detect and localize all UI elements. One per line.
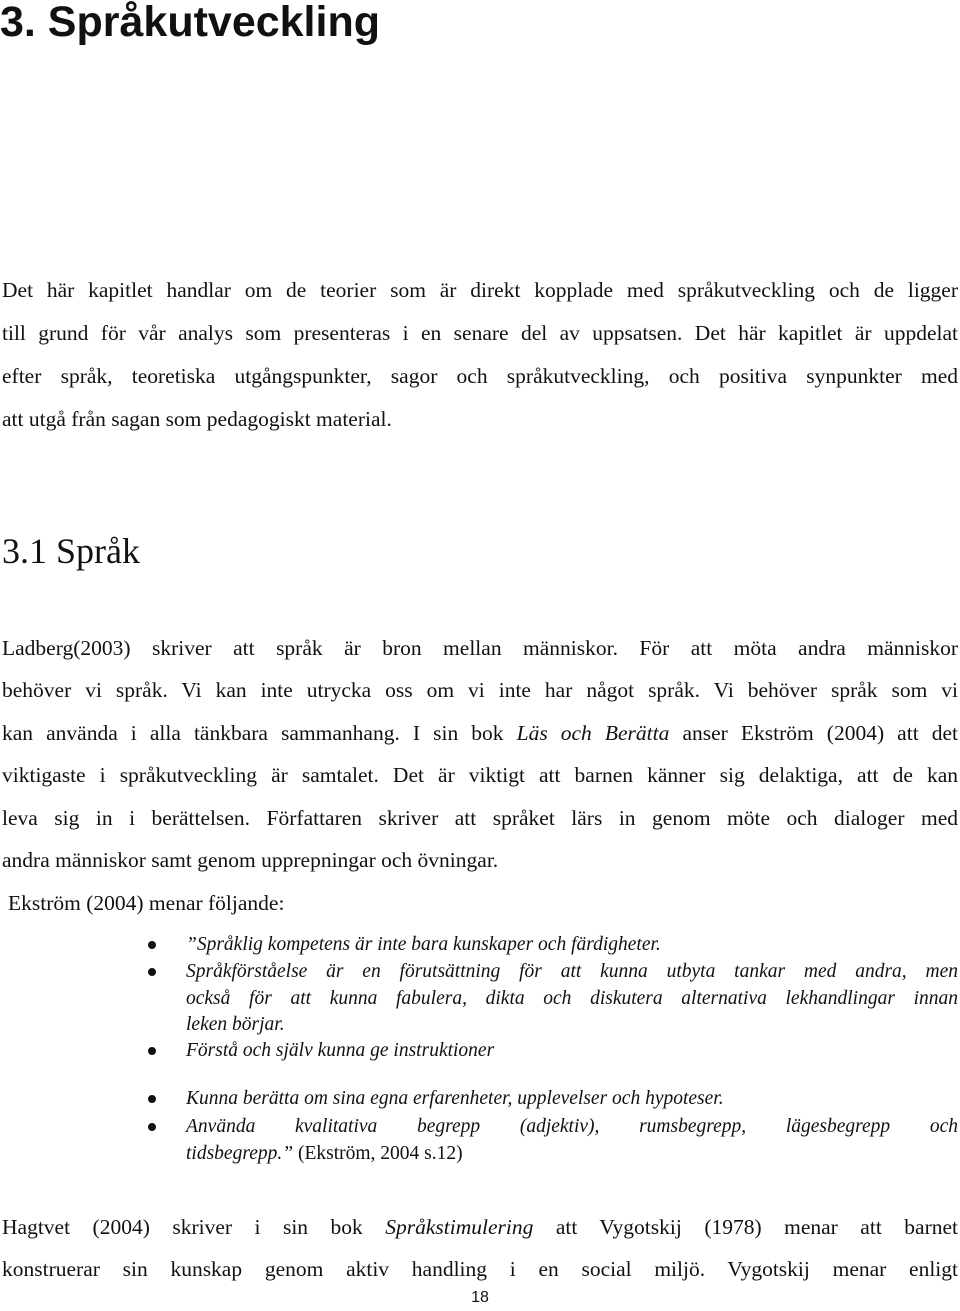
intro-paragraph: [2, 269, 958, 441]
intro-line: till grund för vår analys som presenteras i en senare del av uppsatsen. Det här kapitlet är uppdelat: [2, 321, 958, 345]
quote-lead-in: Ekström (2004) menar följande:: [8, 891, 285, 915]
section-line: behöver vi språk. Vi kan inte utrycka oss om vi inte har något språk. Vi behöver språk som vi: [2, 678, 958, 703]
section-line-mixed: [2, 712, 958, 754]
bullet-icon: [148, 1095, 156, 1103]
list-item-text: Kunna berätta om sina egna erfarenheter, upplevelser och hypoteser.: [186, 1088, 724, 1109]
citation: (Ekström, 2004 s.12): [293, 1142, 463, 1164]
section-line-before: I sin bok: [399, 720, 517, 745]
bullet-icon: [148, 941, 156, 949]
chapter-heading: 3. Språkutveckling: [0, 0, 380, 46]
section-line: leva sig in i berättelsen. Författaren skriver att språket lärs in genom möte och dialoger med: [2, 805, 958, 830]
closing-paragraph: [2, 1206, 958, 1290]
section-line-after: anser Ekström (2004) att det: [669, 720, 959, 745]
list-item-text: Språkförståelse är en förutsättning för att kunna utbyta tankar med andra, men också för att kunna fabulera, dikta och diskutera alternativa lekhandlingar innan leken börjar.: [186, 961, 958, 1035]
list-item-text: Förstå och själv kunna ge instruktioner: [186, 1040, 495, 1061]
intro-line: att utgå från sagan som pedagogiskt material.: [2, 407, 392, 431]
book-title: Läs och Berätta: [516, 720, 670, 745]
section-paragraph: [2, 627, 958, 881]
page-number: 18: [471, 1289, 489, 1306]
section-line-start: kan använda i alla tänkbara sammanhang.: [2, 720, 400, 745]
list-item-text: ”Språklig kompetens är inte bara kunskaper och färdigheter.: [186, 934, 661, 955]
bullet-icon: [148, 1047, 156, 1055]
list-item-text: Använda kvalitativa begrepp (adjektiv), rumsbegrepp, lägesbegrepp och tidsbegrepp.” (Ekström, 2004 s.12): [186, 1116, 958, 1164]
section-line: Ladberg(2003) skriver att språk är bron mellan människor. För att möta andra människor: [2, 636, 958, 660]
intro-line: Det här kapitlet handlar om de teorier som är direkt kopplade med språkutveckling och de ligger: [2, 278, 958, 302]
bullet-icon: [148, 1123, 156, 1131]
book-title: Språkstimulering: [385, 1215, 534, 1239]
intro-line: efter språk, teoretiska utgångspunkter, sagor och språkutveckling, och positiva synpunkter med: [2, 364, 958, 388]
closing-line: Hagtvet (2004) skriver i sin bok Språkstimulering att Vygotskij (1978) menar att barnet: [2, 1215, 958, 1239]
bullet-icon: [148, 968, 156, 976]
section-line: andra människor samt genom upprepningar och övningar.: [2, 848, 499, 873]
section-heading: 3.1 Språk: [2, 531, 140, 571]
section-line: viktigaste i språkutveckling är samtalet. Det är viktigt att barnen känner sig delaktiga, att de kan: [2, 763, 958, 788]
closing-line: konstruerar sin kunskap genom aktiv handling i en social miljö. Vygotskij menar enligt: [2, 1257, 958, 1281]
